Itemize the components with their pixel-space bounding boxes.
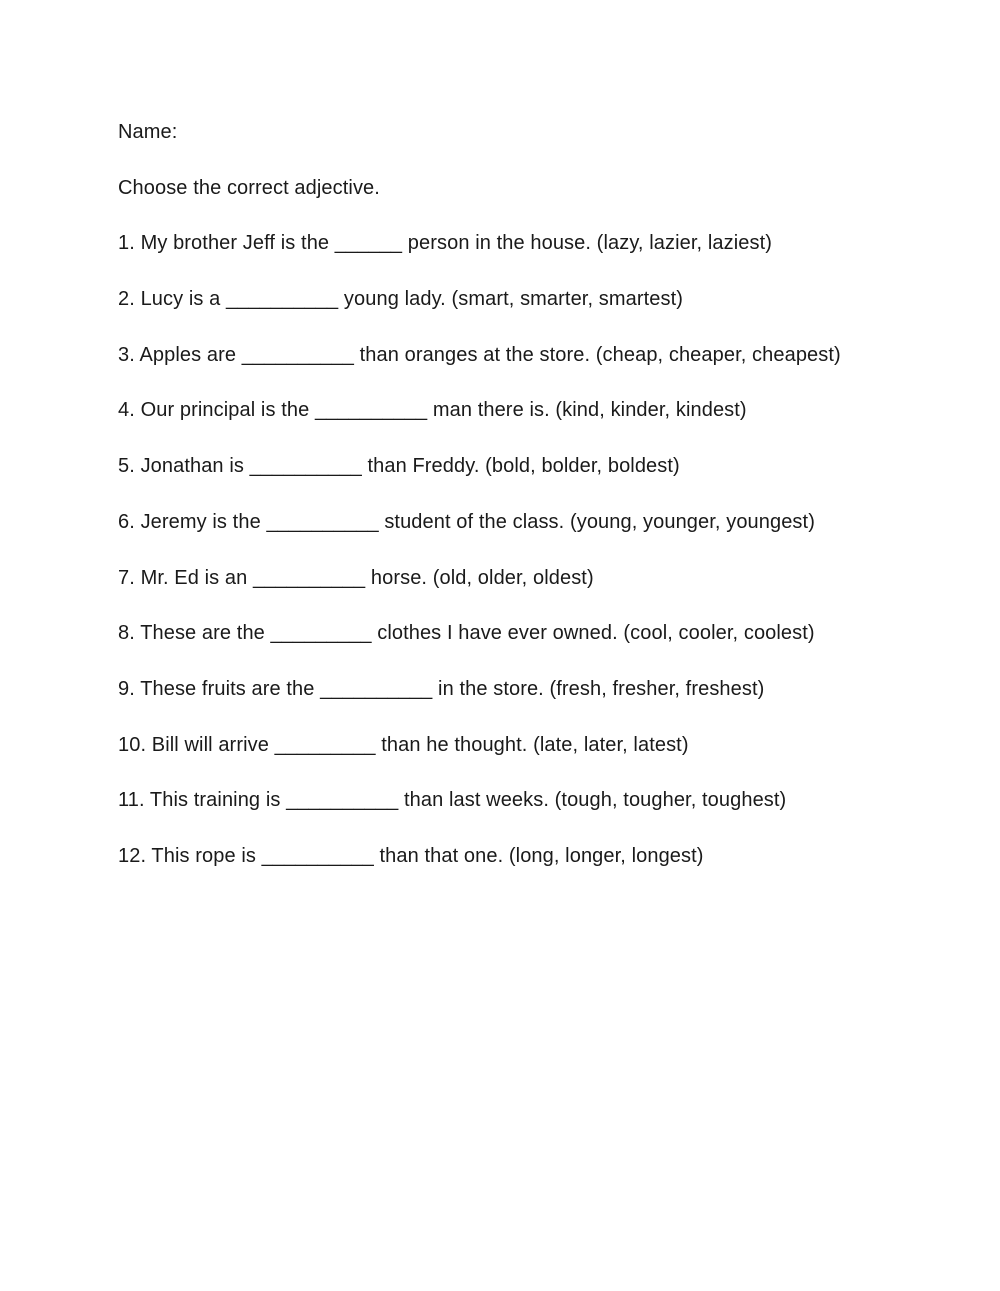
question-text: Mr. Ed is an __________ horse. (old, older, oldest)	[140, 567, 594, 589]
question-number: 3.	[118, 344, 135, 366]
question-4	[118, 398, 747, 422]
question-text: These fruits are the __________ in the store. (fresh, fresher, freshest)	[140, 678, 765, 700]
question-number: 4.	[118, 399, 135, 421]
question-number: 7.	[118, 567, 135, 589]
question-text: Jeremy is the __________ student of the class. (young, younger, youngest)	[140, 511, 815, 533]
question-3	[118, 343, 841, 367]
question-6	[118, 510, 815, 534]
question-text: This training is __________ than last weeks. (tough, tougher, toughest)	[149, 789, 787, 811]
question-text: Jonathan is __________ than Freddy. (bold, bolder, boldest)	[140, 455, 680, 477]
question-text: Our principal is the __________ man there is. (kind, kinder, kindest)	[140, 399, 747, 421]
question-number: 1.	[118, 232, 135, 254]
question-8	[118, 621, 815, 645]
question-number: 6.	[118, 511, 135, 533]
question-1	[118, 231, 772, 255]
question-2	[118, 287, 683, 311]
question-10	[118, 733, 689, 757]
question-text: Bill will arrive _________ than he thought. (late, later, latest)	[151, 734, 689, 756]
question-number: 10.	[118, 734, 147, 756]
question-11	[118, 788, 786, 812]
question-number: 9.	[118, 678, 135, 700]
question-text: These are the _________ clothes I have ever owned. (cool, cooler, coolest)	[140, 622, 815, 644]
question-text: Apples are __________ than oranges at the store. (cheap, cheaper, cheapest)	[139, 344, 841, 366]
question-number: 5.	[118, 455, 135, 477]
question-text: Lucy is a __________ young lady. (smart, smarter, smartest)	[140, 288, 684, 310]
question-number: 8.	[118, 622, 135, 644]
question-text: My brother Jeff is the ______ person in the house. (lazy, lazier, laziest)	[140, 232, 772, 254]
question-number: 11.	[118, 789, 145, 811]
question-5	[118, 454, 680, 478]
question-number: 2.	[118, 288, 135, 310]
question-number: 12.	[118, 845, 147, 867]
instructions: Choose the correct adjective.	[118, 177, 380, 199]
question-12	[118, 844, 704, 868]
name-label: Name:	[118, 121, 178, 143]
question-9	[118, 677, 764, 701]
question-7	[118, 566, 594, 590]
question-text: This rope is __________ than that one. (long, longer, longest)	[151, 845, 704, 867]
